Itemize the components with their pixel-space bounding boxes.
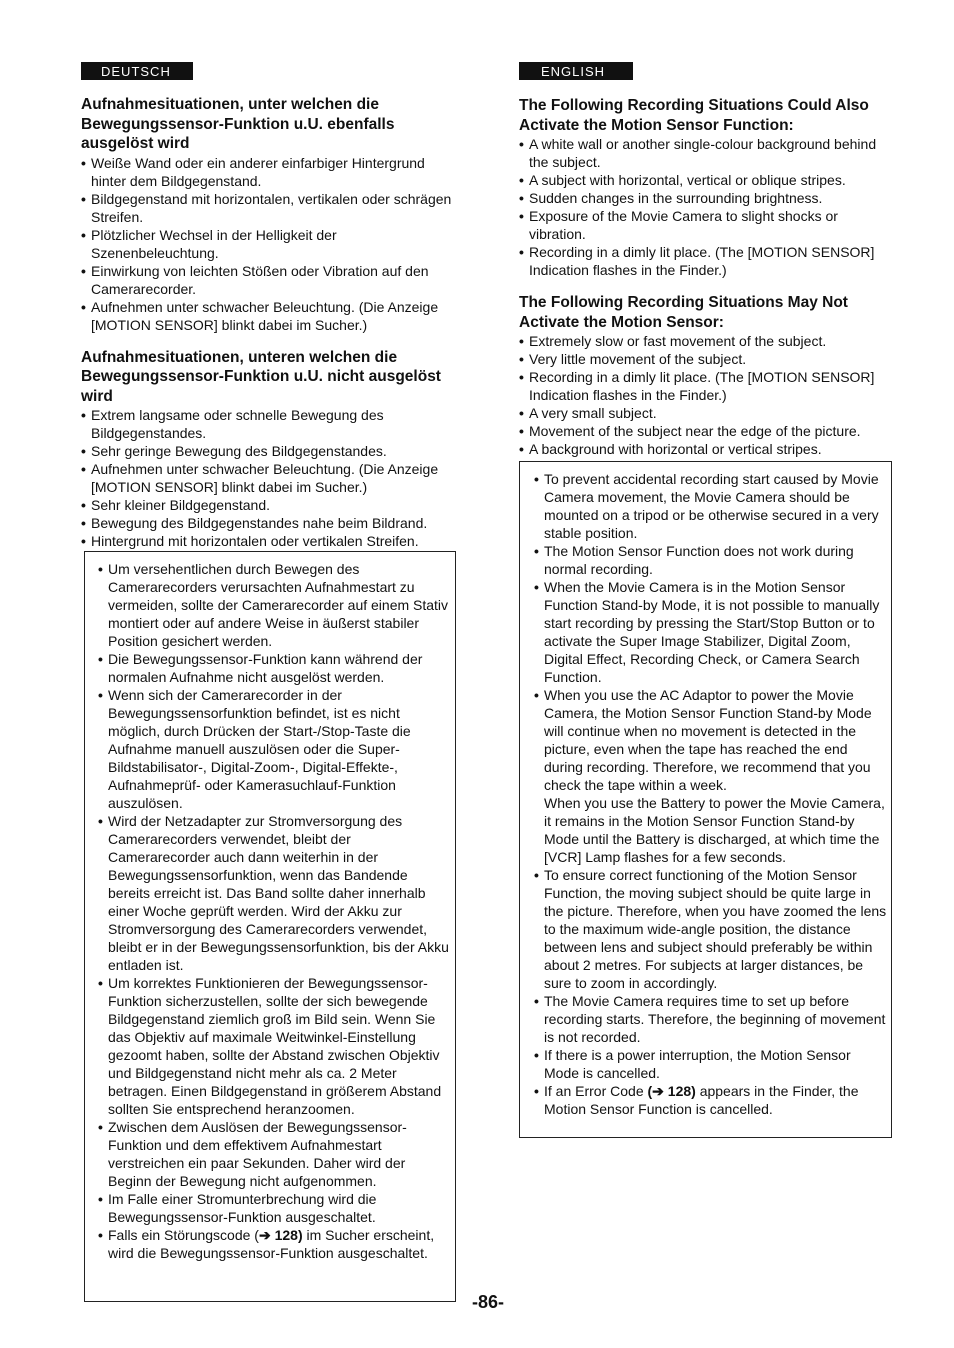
list-item: • A background with horizontal or vertical stripes. bbox=[519, 440, 891, 458]
list-item: • A very small subject. bbox=[519, 404, 891, 422]
note-item: • When you use the AC Adaptor to power the Movie Camera, the Motion Sensor Function Stand-by Mode will continue when no movement is detected in the picture, even when the tape has reached the end during recording. Therefore, we recommend that you check the tape within a week. bbox=[534, 686, 887, 794]
bullet-list bbox=[519, 135, 891, 279]
list-item: • Aufnehmen unter schwacher Beleuchtung. (Die Anzeige [MOTION SENSOR] blinkt dabei im Sucher.) bbox=[81, 460, 453, 496]
note-text: appears in the Finder, the Motion Sensor Function is cancelled. bbox=[544, 1083, 859, 1117]
section-heading: Aufnahmesituationen, unteren welchen die Bewegungssensor-Funktion u.U. nicht ausgelöst wird bbox=[81, 348, 441, 405]
list-item: • Exposure of the Movie Camera to slight shocks or vibration. bbox=[519, 207, 891, 243]
note-item: • Im Falle einer Stromunterbrechung wird die Bewegungssensor-Funktion ausgeschaltet. bbox=[98, 1190, 451, 1226]
note-item: • Wird der Netzadapter zur Stromversorgung des Camerarecorders verwendet, bleibt der Camerarecorder auch dann weiterhin in der Bewegungssensorfunktion, wenn das Bandende bereits erreicht ist. Das Band sollte daher innerhalb einer Woche geprüft werden. Wird der Akku zur Stromversorgung des Camerarecorders verwendet, bleibt er in der Bewegungssensorfunktion, bis der Akku entladen ist. bbox=[98, 812, 451, 974]
list-item: • Extrem langsame oder schnelle Bewegung des Bildgegenstandes. bbox=[81, 406, 453, 442]
list-item: • Sudden changes in the surrounding brightness. bbox=[519, 189, 891, 207]
list-item: • Sehr kleiner Bildgegenstand. bbox=[81, 496, 453, 514]
list-item: • Einwirkung von leichten Stößen oder Vibration auf den Camerarecorder. bbox=[81, 262, 453, 298]
note-item: • To ensure correct functioning of the Motion Sensor Function, the moving subject should be quite large in the picture. Therefore, when you have zoomed the lens to the maximum wide-angle position, the distance between lens and subject should preferably be within about 2 metres. For subjects at larger distances, be sure to zoom in accordingly. bbox=[534, 866, 887, 992]
section-heading: The Following Recording Situations May Not Activate the Motion Sensor: bbox=[519, 294, 848, 331]
list-item: • A white wall or another single-colour background behind the subject. bbox=[519, 135, 891, 171]
page-reference: ➔ 128) bbox=[258, 1227, 303, 1243]
section-heading: Aufnahmesituationen, unter welchen die Bewegungssensor-Funktion u.U. ebenfalls ausgelöst wird bbox=[81, 96, 395, 152]
note-item: • Zwischen dem Auslösen der Bewegungssensor-Funktion und dem effektivem Aufnahmestart verstreichen ein paar Sekunden. Daher wird der Beginn der Bewegung nicht aufgenommen. bbox=[98, 1118, 451, 1190]
page-reference: (➔ 128) bbox=[647, 1083, 696, 1099]
bullet-list bbox=[81, 406, 453, 550]
notes-list bbox=[85, 552, 455, 1262]
bullet-list bbox=[81, 154, 453, 334]
note-item: • Um korrektes Funktionieren der Bewegungssensor-Funktion sicherzustellen, sollte der sich bewegende Bildgegenstand ziemlich groß im Bild sein. Wenn Sie das Objektiv auf maximale Weitwinkel-Einstellung gezoomt haben, sollte der Abstand zwischen Objektiv und Bildgegenstand nicht mehr als ca. 2 Meter betragen. Einen Bildgegenstand in größerem Abstand sollten Sie entsprechend heranzoomen. bbox=[98, 974, 451, 1118]
note-text: If an Error Code bbox=[544, 1083, 648, 1099]
note-item: • If there is a power interruption, the Motion Sensor Mode is cancelled. bbox=[534, 1046, 887, 1082]
note-continuation: When you use the Battery to power the Movie Camera, it remains in the Motion Sensor Function Stand-by Mode until the Battery is discharged, at which time the [VCR] Lamp flashes for a few seconds. bbox=[544, 795, 885, 865]
note-item: • Die Bewegungssensor-Funktion kann während der normalen Aufnahme nicht ausgelöst werden. bbox=[98, 650, 451, 686]
bullet-list bbox=[519, 332, 891, 458]
note-item: • Um versehentlichen durch Bewegen des Camerarecorders verursachten Aufnahmestart zu vermeiden, sollte der Camerarecorder auf einem Stativ montiert oder auf andere Weise in äußerst stabiler Position gesichert werden. bbox=[98, 560, 451, 650]
list-item: • Very little movement of the subject. bbox=[519, 350, 891, 368]
note-item bbox=[98, 1226, 451, 1262]
note-item: • The Motion Sensor Function does not work during normal recording. bbox=[534, 542, 887, 578]
notes-list bbox=[520, 462, 891, 1118]
list-item: • Recording in a dimly lit place. (The [MOTION SENSOR] Indication flashes in the Finder.) bbox=[519, 243, 891, 279]
english-column bbox=[519, 62, 891, 458]
list-item: • Aufnehmen unter schwacher Beleuchtung. (Die Anzeige [MOTION SENSOR] blinkt dabei im Sucher.) bbox=[81, 298, 453, 334]
list-item: • A subject with horizontal, vertical or oblique stripes. bbox=[519, 171, 891, 189]
language-tab-deutsch: DEUTSCH bbox=[81, 62, 193, 80]
note-text: Falls ein Störungscode ( bbox=[108, 1227, 259, 1243]
list-item: • Extremely slow or fast movement of the subject. bbox=[519, 332, 891, 350]
note-text: im Sucher erscheint, wird die Bewegungssensor-Funktion ausgeschaltet. bbox=[108, 1227, 435, 1261]
list-item: • Hintergrund mit horizontalen oder vertikalen Streifen. bbox=[81, 532, 453, 550]
note-item: • To prevent accidental recording start caused by Movie Camera movement, the Movie Camera should be mounted on a tripod or be otherwise secured in a very stable position. bbox=[534, 470, 887, 542]
notes-box-english bbox=[519, 461, 892, 1138]
list-item: • Recording in a dimly lit place. (The [MOTION SENSOR] Indication flashes in the Finder.) bbox=[519, 368, 891, 404]
language-tab-english: ENGLISH bbox=[519, 62, 633, 80]
list-item: • Weiße Wand oder ein anderer einfarbiger Hintergrund hinter dem Bildgegenstand. bbox=[81, 154, 453, 190]
list-item: • Sehr geringe Bewegung des Bildgegenstandes. bbox=[81, 442, 453, 460]
list-item: • Movement of the subject near the edge of the picture. bbox=[519, 422, 891, 440]
section-heading: The Following Recording Situations Could Also Activate the Motion Sensor Function: bbox=[519, 97, 869, 134]
list-item: • Plötzlicher Wechsel in der Helligkeit der Szenenbeleuchtung. bbox=[81, 226, 453, 262]
deutsch-column bbox=[81, 62, 453, 550]
note-item: • When the Movie Camera is in the Motion Sensor Function Stand-by Mode, it is not possible to manually start recording by pressing the Start/Stop Button or to activate the Super Image Stabilizer, Digital Zoom, Digital Effect, Recording Check, or Camera Search Function. bbox=[534, 578, 887, 686]
list-item: • Bewegung des Bildgegenstandes nahe beim Bildrand. bbox=[81, 514, 453, 532]
note-item: • Wenn sich der Camerarecorder in der Bewegungssensorfunktion befindet, ist es nicht möglich, durch Drücken der Start-/Stop-Taste die Aufnahme manuell auszulösen oder die Super-Bildstabilisator-, Digital-Zoom-, Digital-Effekte-, Aufnahmeprüf- oder Kamerasuchlauf-Funktion auszulösen. bbox=[98, 686, 451, 812]
page-number: -86- bbox=[472, 1292, 505, 1312]
note-item bbox=[534, 1082, 887, 1118]
notes-box-deutsch bbox=[84, 551, 456, 1302]
note-item: • The Movie Camera requires time to set up before recording starts. Therefore, the beginning of movement is not recorded. bbox=[534, 992, 887, 1046]
list-item: • Bildgegenstand mit horizontalen, vertikalen oder schrägen Streifen. bbox=[81, 190, 453, 226]
